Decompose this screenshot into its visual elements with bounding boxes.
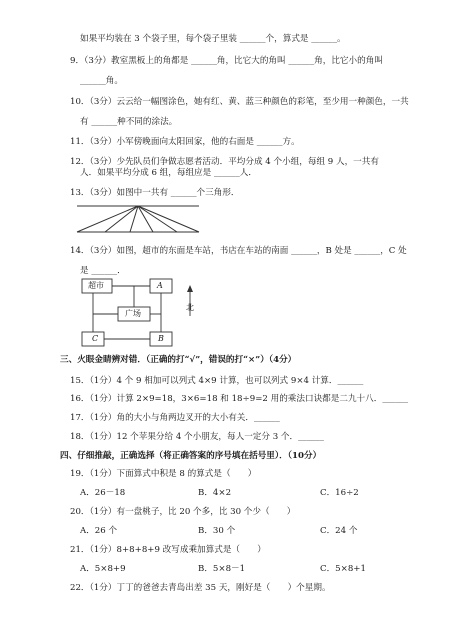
map-label-north: 北 — [186, 303, 194, 312]
q20-option-b: B．30 个 — [198, 526, 236, 536]
q19-option-c: C．16÷2 — [320, 488, 359, 498]
q11: 11．（3分）小军傍晚面向太阳回家，他的右面是 ______方。 — [70, 137, 300, 147]
triangle-figure — [75, 202, 205, 236]
north-arrow-head — [187, 285, 193, 292]
q9-line1: 9．（3分）教室黑板上的角都是 ______角，比它大的角叫 ______角，比它小的角叫 — [70, 56, 383, 66]
q19-option-a: A．26－18 — [80, 488, 126, 498]
q19: 19．（1分）下面算式中积是 8 的算式是（ ） — [70, 469, 257, 479]
q21: 21．（1分）8+8+8+9 改写成乘加算式是（ ） — [70, 545, 266, 555]
q13: 13．（3分）如图中一共有 ______个三角形． — [70, 188, 240, 198]
q15: 15．（1分）4 个 9 相加可以列式 4×9 计算，也可以列式 9×4 计算．______ — [70, 376, 364, 386]
map-label-supermarket: 超市 — [88, 281, 104, 290]
q10-line1: 10．（3分）云云给一幅图涂色，她有红、黄、蓝三种颜色的彩笔，至少用一种颜色，一共 — [70, 97, 409, 107]
section-4-heading: 四、仔细推敲，正确选择（将正确答案的序号填在括号里）．（10分） — [60, 451, 322, 461]
map-label-square: 广场 — [125, 309, 141, 318]
q10-line2: 有 ______种不同的涂法。 — [80, 117, 178, 127]
section-3-heading: 三、火眼金睛辨对错．（正确的打“√”，错误的打“×”）（4分） — [60, 355, 297, 365]
map-label-b: B — [158, 334, 164, 343]
q8-continuation: 如果平均装在 3 个袋子里，每个袋子里装 ______个，算式是 ______。 — [80, 34, 346, 44]
q16: 16．（1分）计算 2×9=18，3×6=18 和 18÷9=2 用的乘法口诀都是二九十八．______ — [70, 394, 409, 404]
q19-option-b: B．4×2 — [198, 488, 232, 498]
q18: 18．（1分）12 个苹果分给 4 个小朋友，每人一定分 3 个．______ — [70, 432, 324, 442]
q21-option-a: A．5×8+9 — [80, 564, 126, 574]
q17: 17．（1分）角的大小与角两边叉开的大小有关．______ — [70, 413, 280, 423]
map-label-a: A — [157, 281, 163, 290]
q22: 22．（1分）丁丁的爸爸去青岛出差 35 天，刚好是（ ）个星期。 — [70, 583, 331, 593]
q9-line2: ______角。 — [80, 76, 123, 86]
q14-line2: 是 ______． — [80, 266, 126, 276]
q20-option-a: A．26 个 — [80, 526, 118, 536]
map-label-c: C — [92, 334, 99, 343]
q21-option-b: B．5×8－1 — [198, 564, 246, 574]
q14-line1: 14．（3分）如图，超市的东面是车站，书店在车站的南面 ______，B 处是 ______，C 处 — [70, 246, 407, 256]
q21-option-c: C．5×8+1 — [320, 564, 366, 574]
q12-line1: 12．（3分）少先队员们争做志愿者活动．平均分成 4 个小组，每组 9 人，一共有 — [70, 157, 379, 167]
q12-line2: 人．如果平均分成 6 组，每组应是 ______人． — [80, 168, 257, 178]
q20: 20．（1分）有一盘桃子，比 20 个多，比 30 个少（ ） — [70, 507, 296, 517]
q20-option-c: C．24 个 — [320, 526, 358, 536]
